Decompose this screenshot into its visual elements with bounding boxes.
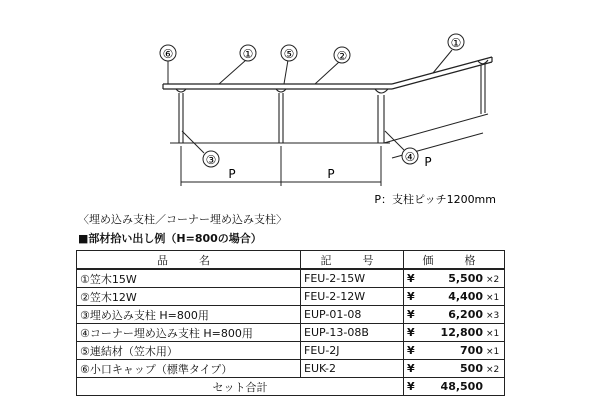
callout-1-angled xyxy=(448,34,464,50)
callout-2 xyxy=(334,47,350,63)
part-code: FEU-2-12W xyxy=(301,288,404,306)
part-name: ①笠木15W xyxy=(77,269,301,288)
pitch-label: P xyxy=(228,167,236,181)
part-code: EUP-13-08B xyxy=(301,324,404,342)
quantity: ×1 xyxy=(486,347,500,357)
quantity: ×2 xyxy=(486,275,500,285)
part-code: EUK-2 xyxy=(301,360,404,378)
pitch-note: P：支柱ピッチ1200mm xyxy=(374,193,496,206)
svg-text:①: ① xyxy=(450,36,462,50)
table-row xyxy=(77,269,505,288)
price-amount: 4,400 xyxy=(448,290,483,303)
part-price xyxy=(404,288,505,306)
header-price: 価 格 xyxy=(404,251,505,270)
yen-sign: ¥ xyxy=(407,326,415,339)
price-amount: 6,200 xyxy=(448,308,483,321)
callout-1 xyxy=(240,45,256,61)
table-row xyxy=(77,360,505,378)
post-angled xyxy=(478,60,488,114)
yen-sign: ¥ xyxy=(407,344,415,357)
header-code: 記 号 xyxy=(301,251,404,270)
parts-table xyxy=(76,250,505,396)
total-price xyxy=(404,378,505,396)
table-row xyxy=(77,306,505,324)
quantity: ×1 xyxy=(486,329,500,339)
part-name: ③埋め込み支柱 H=800用 xyxy=(77,306,301,324)
svg-text:⑤: ⑤ xyxy=(283,47,295,61)
table-row xyxy=(77,324,505,342)
corner-post xyxy=(375,89,388,143)
part-name: ⑥小口キャップ（標準タイプ） xyxy=(77,360,301,378)
part-code: FEU-2-15W xyxy=(301,269,404,288)
yen-sign: ¥ xyxy=(407,362,415,375)
yen-sign: ¥ xyxy=(407,290,415,303)
table-header-row xyxy=(77,251,505,270)
part-name: ②笠木12W xyxy=(77,288,301,306)
svg-text:③: ③ xyxy=(205,153,217,167)
yen-sign: ¥ xyxy=(407,272,415,285)
part-name: ④コーナー埋め込み支柱 H=800用 xyxy=(77,324,301,342)
ground-lines xyxy=(170,114,488,143)
callout-6 xyxy=(160,45,176,61)
section-title: 〈埋め込み支柱／コーナー埋め込み支柱〉 xyxy=(78,213,287,226)
yen-sign: ¥ xyxy=(407,380,415,393)
total-label: セット合計 xyxy=(77,378,404,396)
part-price xyxy=(404,324,505,342)
svg-text:⑥: ⑥ xyxy=(162,47,174,61)
total-amount: 48,500 xyxy=(440,380,483,393)
part-price xyxy=(404,342,505,360)
quantity: ×2 xyxy=(486,365,500,375)
handrail-straight xyxy=(163,84,392,89)
part-name: ⑤連結材（笠木用） xyxy=(77,342,301,360)
price-amount: 5,500 xyxy=(448,272,483,285)
callout-3 xyxy=(203,151,219,167)
part-price xyxy=(404,360,505,378)
price-amount: 700 xyxy=(460,344,483,357)
quantity: ×3 xyxy=(486,311,500,321)
post-2 xyxy=(276,89,286,143)
svg-text:①: ① xyxy=(242,47,254,61)
example-title: ■部材拾い出し例（H=800の場合） xyxy=(78,232,262,245)
pitch-label: P xyxy=(424,155,432,169)
table-total-row xyxy=(77,378,505,396)
part-price xyxy=(404,269,505,288)
price-amount: 500 xyxy=(460,362,483,375)
callout-4 xyxy=(402,148,418,164)
svg-text:②: ② xyxy=(336,49,348,63)
callout-5 xyxy=(281,45,297,61)
table-row xyxy=(77,342,505,360)
part-code: EUP-01-08 xyxy=(301,306,404,324)
price-amount: 12,800 xyxy=(440,326,483,339)
leader-lines xyxy=(168,50,452,153)
part-code: FEU-2J xyxy=(301,342,404,360)
table-row xyxy=(77,288,505,306)
yen-sign: ¥ xyxy=(407,308,415,321)
svg-text:④: ④ xyxy=(404,150,416,164)
pitch-label: P xyxy=(327,167,335,181)
part-price xyxy=(404,306,505,324)
quantity: ×1 xyxy=(486,293,500,303)
post-1 xyxy=(176,89,186,143)
header-name: 品 名 xyxy=(77,251,301,270)
